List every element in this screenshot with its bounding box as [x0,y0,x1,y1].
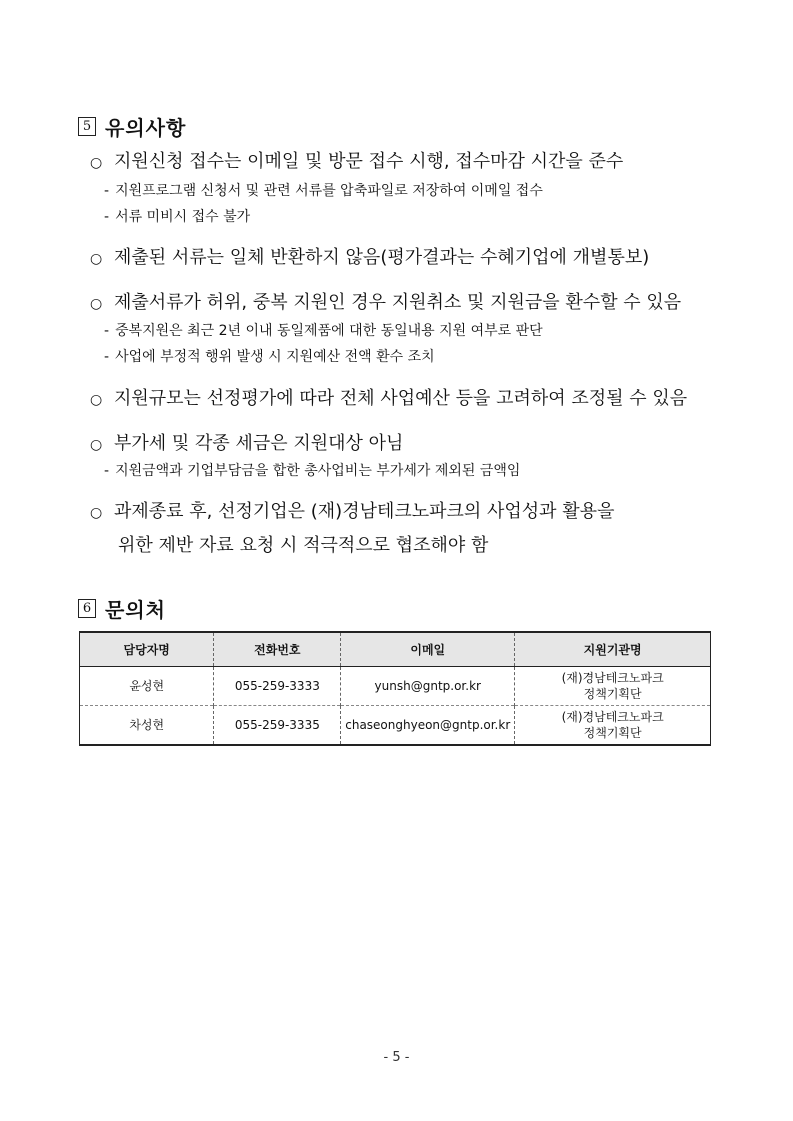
bullet-circle: ○ [90,392,103,408]
subitem-text: 사업에 부정적 행위 발생 시 지원예산 전액 환수 조치 [115,349,435,365]
agency-department: 정책기획단 [583,726,642,740]
contact-name: 윤성현 [129,679,165,693]
bullet-circle: ○ [90,155,103,171]
notice-item [90,147,623,173]
agency-name: (재)경남테크노파크 [561,710,664,724]
notice-text: 지원규모는 선정평가에 따라 전체 사업예산 등을 고려하여 조정될 수 있음 [114,388,688,409]
contact-email: chaseonghyeon@gntp.or.kr [341,706,515,746]
bullet-circle: ○ [90,296,103,312]
bullet-circle: ○ [90,251,103,267]
notice-subitem: - 사업에 부정적 행위 발생 시 지원예산 전액 환수 조치 [104,349,435,365]
section-6-heading [78,594,166,623]
section-5-heading [78,112,186,141]
subitem-text: 지원프로그램 신청서 및 관련 서류를 압축파일로 저장하여 이메일 접수 [115,183,543,199]
notice-subitem: - 지원금액과 기업부담금을 합한 총사업비는 부가세가 제외된 금액임 [104,463,521,479]
notice-subitem: - 서류 미비시 접수 불가 [104,209,251,225]
contact-agency [515,667,711,706]
table-header-row [80,632,711,667]
column-header-name: 담당자명 [80,632,214,667]
notice-subitem: - 지원프로그램 신청서 및 관련 서류를 압축파일로 저장하여 이메일 접수 [104,183,543,199]
table-row [80,706,711,746]
section-title: 문의처 [105,598,166,622]
notice-text: 지원신청 접수는 이메일 및 방문 접수 시행, 접수마감 시간을 준수 [114,151,624,172]
table-row [80,667,711,706]
contact-agency [515,706,711,746]
agency-department: 정책기획단 [583,687,642,701]
contact-table [79,631,711,746]
column-header-email: 이메일 [341,632,515,667]
agency-name: (재)경남테크노파크 [561,671,664,685]
page-number: - 5 - [383,1050,410,1065]
notice-subitem: - 중복지원은 최근 2년 이내 동일제품에 대한 동일내용 지원 여부로 판단 [104,323,543,339]
subitem-text: 지원금액과 기업부담금을 합한 총사업비는 부가세가 제외된 금액임 [115,463,521,479]
notice-item [90,243,649,269]
section-number: 5 [78,117,96,136]
contact-email: yunsh@gntp.or.kr [341,667,515,706]
contact-phone: 055-259-3335 [214,706,341,746]
section-number: 6 [78,599,96,618]
section-title: 유의사항 [105,116,187,140]
column-header-agency: 지원기관명 [515,632,711,667]
contact-name: 차성현 [80,706,214,746]
notice-text: 제출된 서류는 일체 반환하지 않음(평가결과는 수혜기업에 개별통보) [114,247,650,268]
bullet-circle: ○ [90,437,103,453]
notice-continuation: 위한 제반 자료 요청 시 적극적으로 협조해야 함 [118,535,489,556]
notice-text: 제출서류가 허위, 중복 지원인 경우 지원취소 및 지원금을 환수할 수 있음 [114,292,682,313]
subitem-text: 중복지원은 최근 2년 이내 동일제품에 대한 동일내용 지원 여부로 판단 [115,323,543,339]
subitem-text: 서류 미비시 접수 불가 [115,209,251,225]
notice-text: 과제종료 후, 선정기업은 (재)경남테크노파크의 사업성과 활용을 [114,501,615,522]
notice-item [90,288,681,314]
notice-item [90,429,403,455]
notice-text: 부가세 및 각종 세금은 지원대상 아님 [114,433,404,454]
contact-phone: 055-259-3333 [214,667,341,706]
notice-item [90,497,614,523]
column-header-phone: 전화번호 [214,632,341,667]
notice-item [90,384,687,410]
bullet-circle: ○ [90,505,103,521]
